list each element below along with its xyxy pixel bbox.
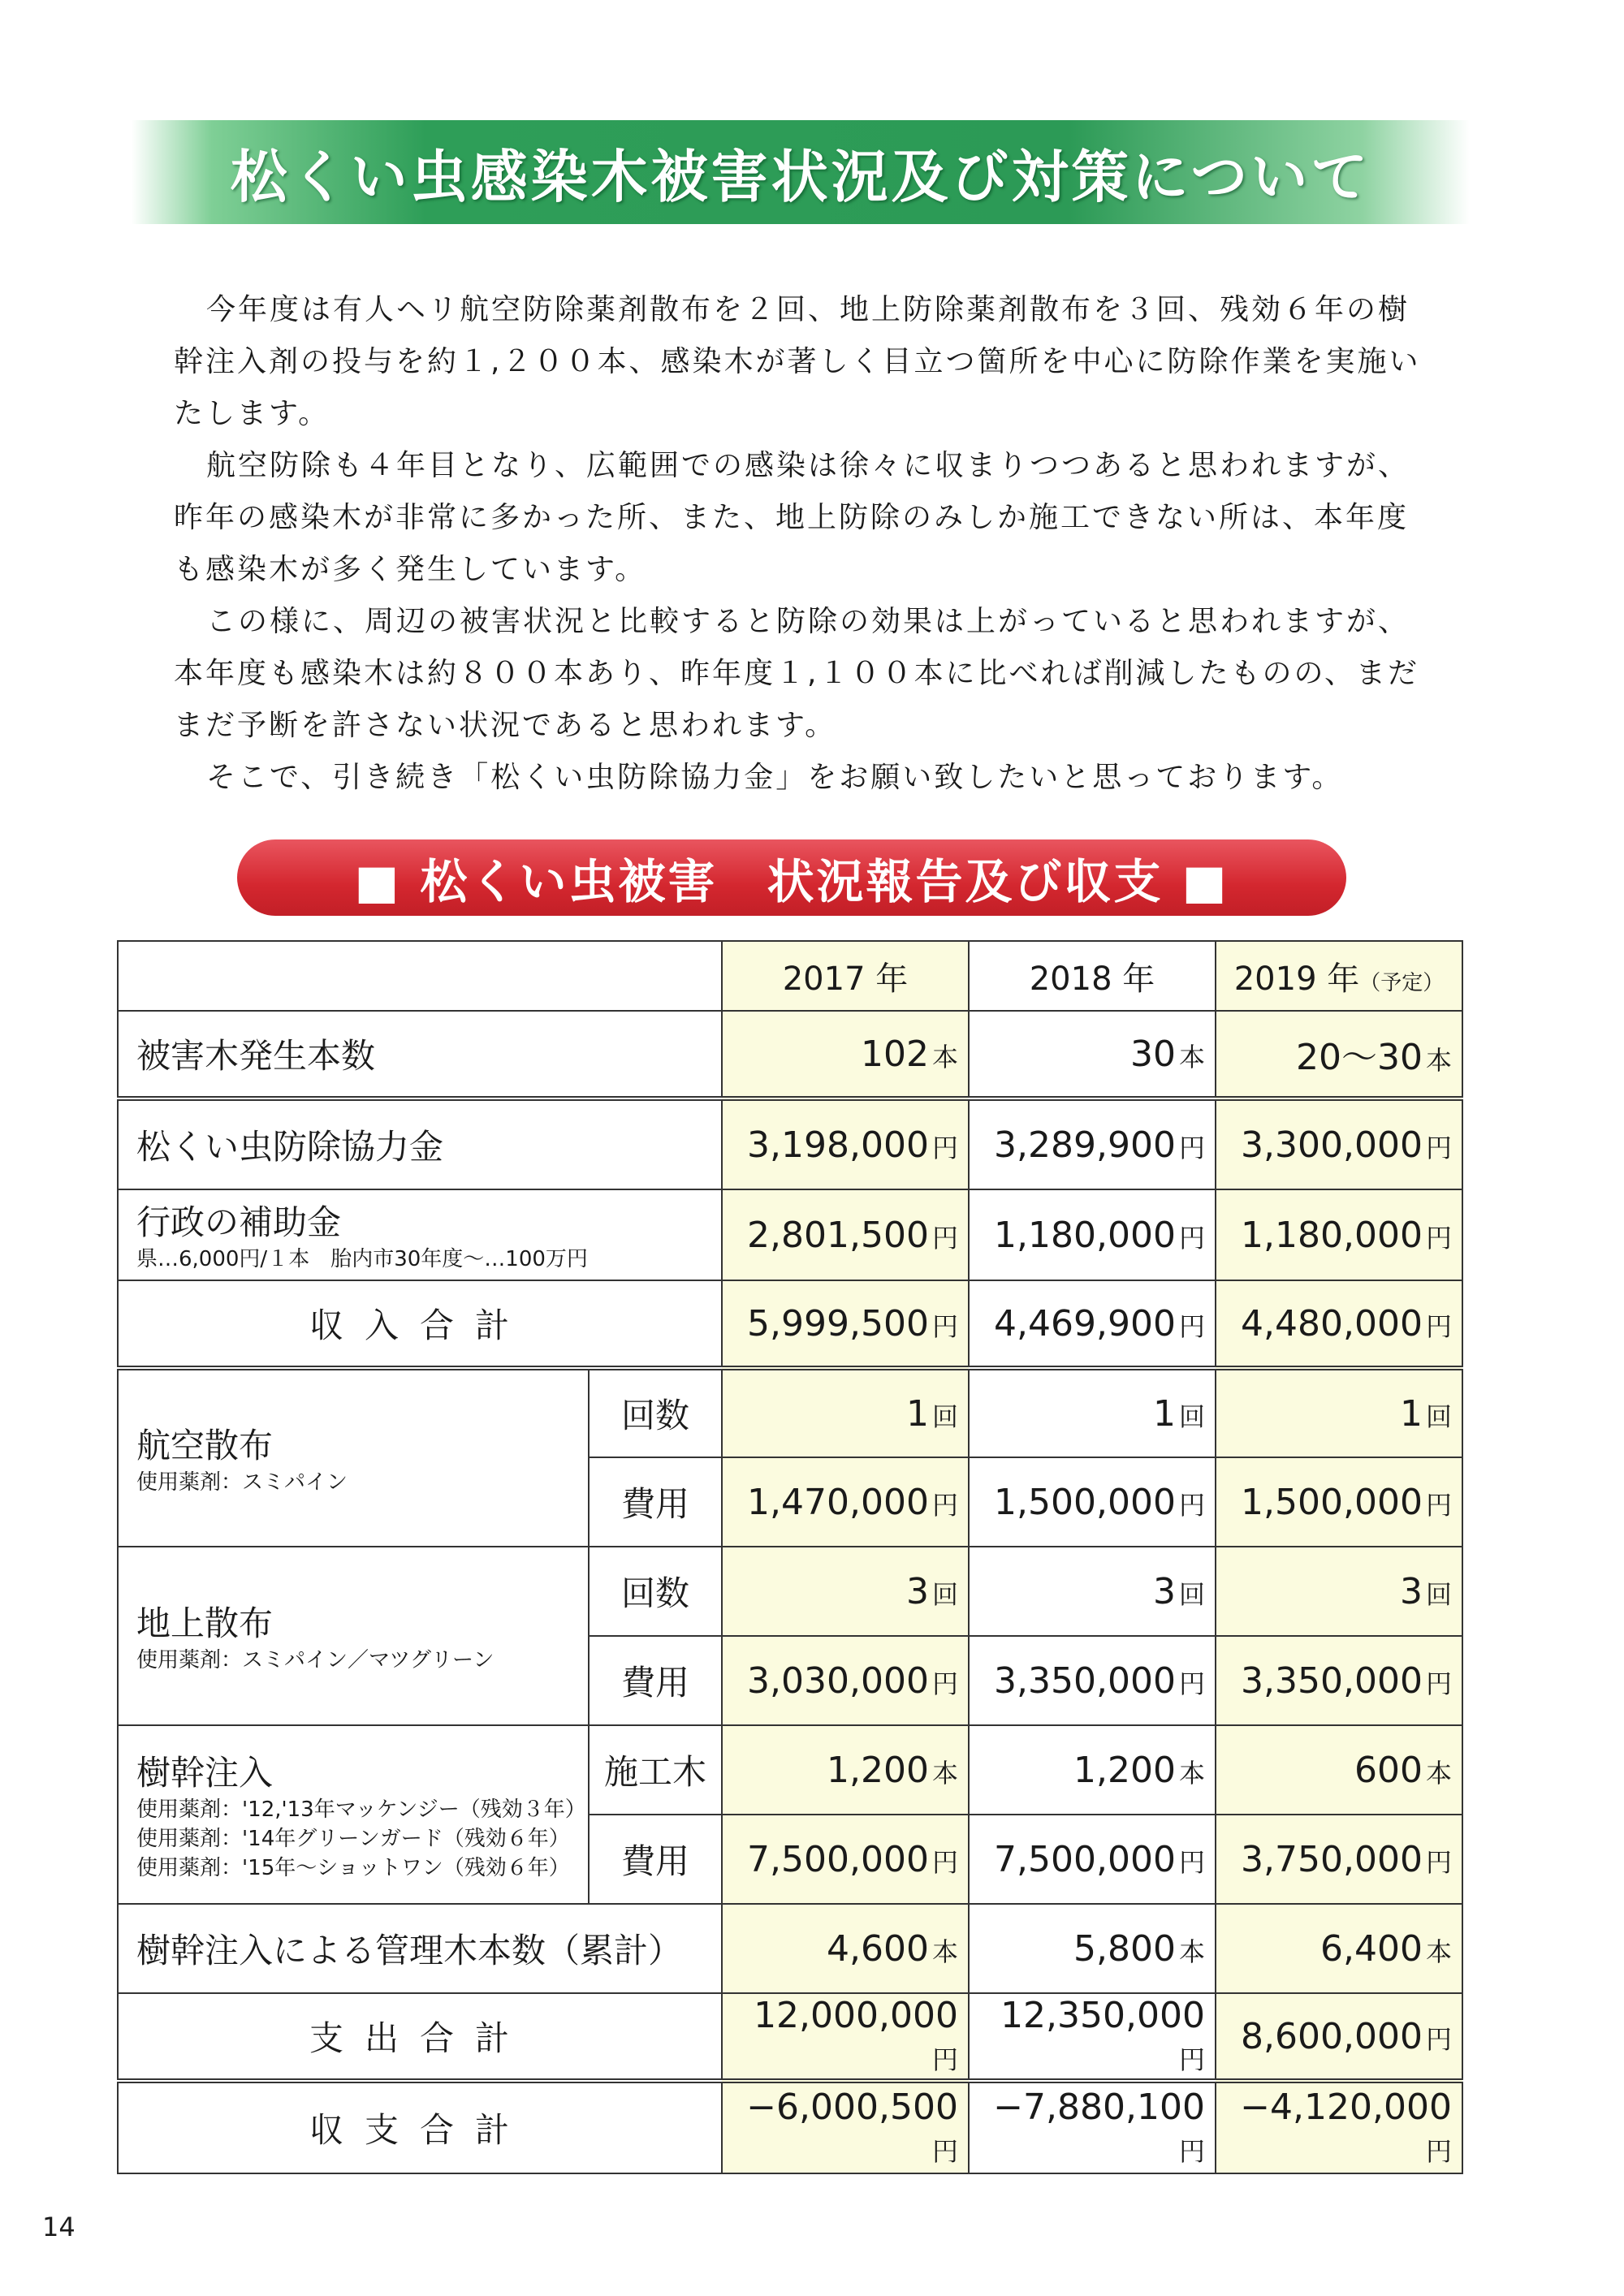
value-cell: −7,880,100円	[969, 2081, 1216, 2173]
table-row	[118, 1547, 1462, 1636]
value-cell: 1,470,000 円	[722, 1457, 969, 1547]
value-cell: 3,030,000 円	[722, 1636, 969, 1725]
row-note: 使用薬剤：スミパイン／マツグリーン	[136, 1648, 495, 1672]
value-cell: 5,999,500 円	[722, 1280, 969, 1368]
row-note: 使用薬剤：'12,'13年マッケンジー（残効３年）	[136, 1798, 586, 1822]
value-cell: 1,500,000 円	[969, 1457, 1216, 1547]
value-cell: 7,500,000 円	[722, 1815, 969, 1904]
value-cell: −6,000,500円	[722, 2081, 969, 2173]
year-2018: 2018 年	[969, 941, 1216, 1011]
value-cell: 3,289,900 円	[969, 1098, 1216, 1189]
value-cell: 2,801,500 円	[722, 1189, 969, 1280]
value-cell: 5,800 本	[969, 1904, 1216, 1993]
table-row	[118, 2081, 1462, 2173]
year-2017: 2017 年	[722, 941, 969, 1011]
row-label: 支出合計	[118, 1993, 722, 2081]
intro-paragraph: そこで、引き続き「松くい虫防除協力金」をお願い致したいと思っております。	[206, 761, 1344, 794]
value-cell: 1 回	[722, 1368, 969, 1457]
row-note: 使用薬剤：'15年〜ショットワン（残効６年）	[136, 1856, 570, 1880]
value-cell: 12,000,000円	[722, 1993, 969, 2081]
table-row	[118, 1280, 1462, 1368]
value-cell: −4,120,000円	[1216, 2081, 1462, 2173]
table-row	[118, 1011, 1462, 1098]
header-row	[118, 941, 1462, 1011]
value-cell: 20〜30 本	[1216, 1011, 1462, 1098]
value-cell: 3,750,000 円	[1216, 1815, 1462, 1904]
table-row	[118, 1904, 1462, 1993]
value-cell: 3,300,000 円	[1216, 1098, 1462, 1189]
sub-label: 費用	[589, 1815, 722, 1904]
value-cell: 7,500,000 円	[969, 1815, 1216, 1904]
intro-paragraph: 航空防除も４年目となり、広範囲での感染は徐々に収まりつつあると思われますが、昨年の感染木が非常に多かった所、また、地上防除のみしか施工できない所は、本年度も感染木が多く発生しています。	[174, 449, 1410, 586]
table-row	[118, 1189, 1462, 1280]
value-cell: 4,600 本	[722, 1904, 969, 1993]
table-row	[118, 1368, 1462, 1457]
value-cell: 1,200 本	[969, 1725, 1216, 1815]
page-title: 松くい虫感染木被害状況及び対策について	[230, 143, 1371, 210]
row-label: 収支合計	[118, 2081, 722, 2173]
value-cell: 3,198,000 円	[722, 1098, 969, 1189]
row-label: 収入合計	[118, 1280, 722, 1368]
value-cell: 600 本	[1216, 1725, 1462, 1815]
table-row	[118, 1993, 1462, 2081]
row-label: 被害木発生本数	[118, 1011, 722, 1098]
intro-paragraph: この様に、周辺の被害状況と比較すると防除の効果は上がっていると思われますが、本年度も感染木は約８００本あり、昨年度１,１００本に比べれば削減したものの、まだまだ予断を許さない状況であると思われます。	[174, 605, 1420, 742]
sub-label: 回数	[589, 1368, 722, 1457]
value-cell: 1,500,000 円	[1216, 1457, 1462, 1547]
sub-label: 費用	[589, 1636, 722, 1725]
value-cell: 1,180,000 円	[1216, 1189, 1462, 1280]
page-number: 14	[42, 2212, 76, 2242]
value-cell: 1 回	[969, 1368, 1216, 1457]
row-note: 県…6,000円/１本 胎内市30年度〜…100万円	[136, 1247, 588, 1271]
row-note: 使用薬剤：'14年グリーンガード（残効６年）	[136, 1827, 570, 1851]
intro-text	[174, 284, 1424, 804]
header-empty-cell	[118, 941, 722, 1011]
value-cell: 3 回	[722, 1547, 969, 1636]
value-cell: 3,350,000 円	[1216, 1636, 1462, 1725]
row-note: 使用薬剤：スミパイン	[136, 1470, 348, 1495]
row-label: 松くい虫防除協力金	[118, 1098, 722, 1189]
value-cell: 8,600,000 円	[1216, 1993, 1462, 2081]
section-title: ■ 松くい虫被害 状況報告及び収支 ■	[354, 854, 1229, 909]
value-cell: 1,200 本	[722, 1725, 969, 1815]
year-2019: 2019 年（予定）	[1216, 941, 1462, 1011]
value-cell: 3,350,000 円	[969, 1636, 1216, 1725]
section-banner	[237, 839, 1346, 916]
value-cell: 4,480,000 円	[1216, 1280, 1462, 1368]
row-label: 行政の補助金 県…6,000円/１本 胎内市30年度〜…100万円	[118, 1189, 722, 1280]
row-label: 地上散布 使用薬剤：スミパイン／マツグリーン	[118, 1547, 589, 1725]
value-cell: 6,400 本	[1216, 1904, 1462, 1993]
value-cell: 3 回	[1216, 1547, 1462, 1636]
table-row	[118, 1098, 1462, 1189]
sub-label: 回数	[589, 1547, 722, 1636]
row-label: 樹幹注入 使用薬剤：'12,'13年マッケンジー（残効３年） 使用薬剤：'14年グリーンガード（残効６年） 使用薬剤：'15年〜ショットワン（残効６年）	[118, 1725, 589, 1904]
sub-label: 施工木	[589, 1725, 722, 1815]
intro-paragraph: 今年度は有人ヘリ航空防除薬剤散布を２回、地上防除薬剤散布を３回、残効６年の樹幹注入剤の投与を約１,２００本、感染木が著しく目立つ箇所を中心に防除作業を実施いたします。	[174, 293, 1421, 430]
value-cell: 102 本	[722, 1011, 969, 1098]
value-cell: 1,180,000 円	[969, 1189, 1216, 1280]
value-cell: 30 本	[969, 1011, 1216, 1098]
report-table	[117, 940, 1463, 2174]
value-cell: 3 回	[969, 1547, 1216, 1636]
value-cell: 1 回	[1216, 1368, 1462, 1457]
value-cell: 4,469,900 円	[969, 1280, 1216, 1368]
row-label: 航空散布 使用薬剤：スミパイン	[118, 1368, 589, 1547]
title-banner	[132, 120, 1470, 224]
row-label: 樹幹注入による管理木本数（累計）	[118, 1904, 722, 1993]
value-cell: 12,350,000円	[969, 1993, 1216, 2081]
sub-label: 費用	[589, 1457, 722, 1547]
year-note: （予定）	[1359, 970, 1445, 995]
table-row	[118, 1725, 1462, 1815]
